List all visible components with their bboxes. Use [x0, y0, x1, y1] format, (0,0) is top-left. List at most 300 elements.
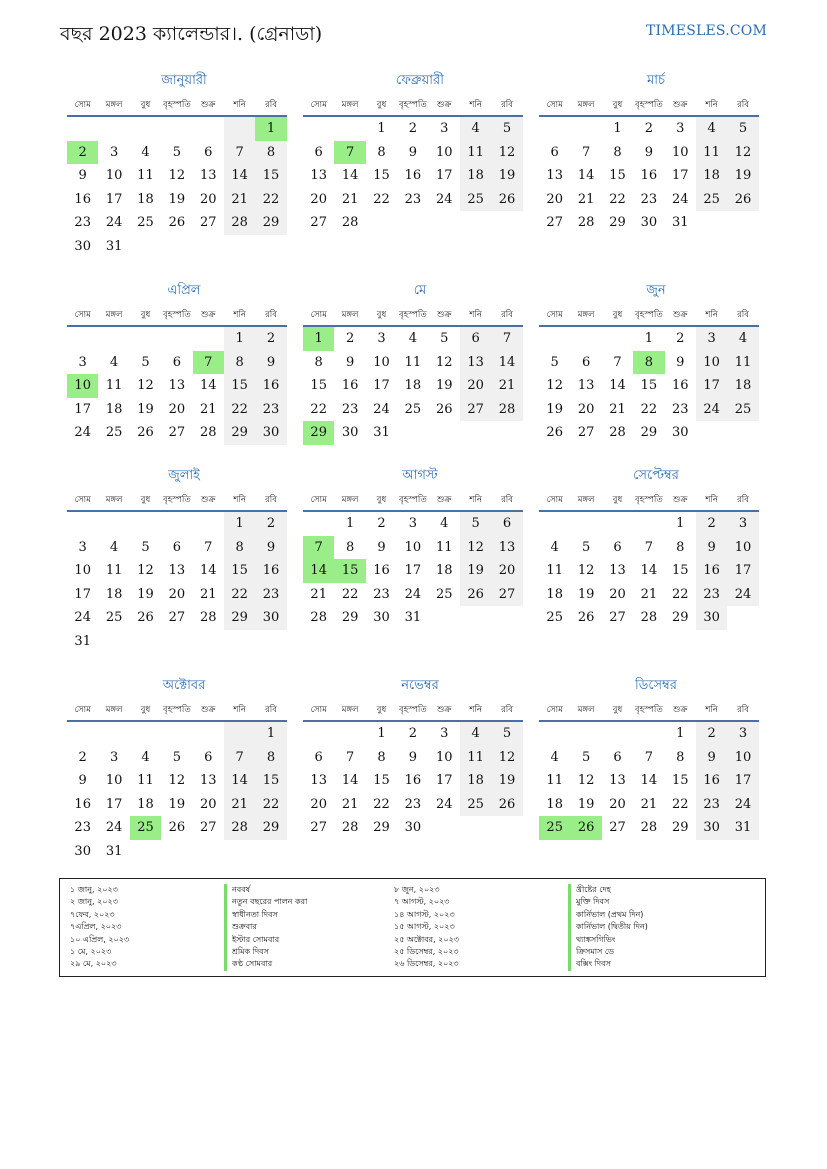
- day-cell: 8: [345, 539, 355, 555]
- weekday-label: বৃহস্পতি: [398, 100, 427, 110]
- day-cell: 25: [105, 610, 123, 626]
- day-cell: 23: [373, 586, 390, 602]
- day-cell: 6: [172, 539, 181, 555]
- day-cell: 19: [491, 769, 522, 793]
- empty-cell: [67, 117, 98, 141]
- day-cell: 2: [67, 141, 98, 165]
- day-cell: 10: [435, 144, 453, 160]
- weekday-label: মঙ্গল: [577, 310, 595, 320]
- day-cell: 29: [640, 425, 658, 441]
- day-cell: 3: [727, 722, 758, 746]
- day-cell: 23: [696, 793, 727, 817]
- empty-cell: [161, 512, 192, 536]
- day-cell: 23: [74, 215, 91, 231]
- empty-cell: [193, 722, 224, 746]
- day-cell: 21: [640, 796, 658, 812]
- empty-cell: [193, 840, 224, 864]
- weekday-header: [67, 95, 287, 117]
- empty-cell: [570, 512, 601, 536]
- legend-names-col-2: [568, 884, 648, 971]
- empty-cell: [161, 327, 192, 351]
- day-cell: 13: [460, 351, 491, 375]
- day-cell: 27: [609, 820, 626, 836]
- month-name: ফেব্রুয়ারী: [396, 73, 444, 88]
- empty-cell: [460, 421, 491, 445]
- day-grid: [303, 722, 523, 840]
- weekday-label: বৃহস্পতি: [634, 310, 663, 320]
- day-cell: 3: [78, 539, 87, 555]
- day-cell: 28: [310, 610, 327, 626]
- weekday-label: বুধ: [612, 310, 623, 320]
- day-cell: 4: [109, 354, 119, 370]
- weekday-label: শুক্র: [673, 705, 688, 715]
- weekday-label: বুধ: [140, 100, 151, 110]
- weekday-label: শনি: [705, 495, 718, 505]
- day-cell: 27: [199, 820, 217, 836]
- weekday-label: বুধ: [140, 705, 151, 715]
- day-cell: 17: [696, 374, 727, 398]
- day-cell: 18: [696, 164, 727, 188]
- weekday-label: বৃহস্পতি: [634, 495, 663, 505]
- day-cell: 1: [255, 722, 286, 746]
- day-cell: 26: [460, 583, 491, 607]
- day-cell: 28: [577, 215, 595, 231]
- weekday-header: [539, 700, 759, 722]
- day-cell: 30: [255, 606, 286, 630]
- empty-cell: [255, 840, 286, 864]
- day-cell: 27: [460, 398, 491, 422]
- month-block: [67, 676, 287, 864]
- day-cell: 27: [609, 610, 626, 626]
- day-cell: 24: [74, 425, 91, 441]
- day-cell: 8: [676, 539, 685, 555]
- day-cell: 8: [255, 746, 286, 770]
- weekday-label: রবি: [737, 310, 749, 320]
- month-name: ডিসেম্বর: [635, 678, 677, 693]
- legend-entry: শ্রমিক দিবস: [224, 946, 307, 958]
- day-cell: 8: [377, 144, 386, 160]
- day-cell: 25: [137, 215, 154, 231]
- day-cell: 30: [671, 425, 689, 441]
- day-cell: 13: [168, 378, 186, 394]
- day-cell: 21: [310, 586, 327, 602]
- empty-cell: [602, 722, 633, 746]
- day-cell: 3: [109, 749, 119, 765]
- day-cell: 26: [727, 188, 758, 212]
- day-cell: 19: [137, 586, 154, 602]
- day-cell: 27: [310, 215, 327, 231]
- weekday-label: রবি: [737, 100, 749, 110]
- day-cell: 19: [577, 796, 595, 812]
- weekday-label: রবি: [501, 705, 513, 715]
- day-cell: 12: [727, 141, 758, 165]
- day-cell: 24: [105, 215, 123, 231]
- day-cell: 29: [255, 816, 286, 840]
- day-cell: 24: [727, 793, 758, 817]
- day-cell: 28: [491, 398, 522, 422]
- month-block: [303, 281, 523, 445]
- day-cell: 3: [109, 144, 119, 160]
- day-cell: 8: [377, 749, 386, 765]
- day-cell: 16: [373, 563, 390, 579]
- day-cell: 24: [671, 191, 689, 207]
- day-cell: 10: [67, 374, 98, 398]
- day-cell: 28: [224, 816, 255, 840]
- day-cell: 17: [727, 769, 758, 793]
- day-cell: 6: [613, 749, 622, 765]
- empty-cell: [539, 117, 570, 141]
- weekday-label: রবি: [265, 100, 277, 110]
- legend-entry: ২ জানু, ২০২৩: [70, 897, 118, 907]
- day-cell: 12: [137, 563, 154, 579]
- day-cell: 5: [727, 117, 758, 141]
- weekday-label: বৃহস্পতি: [398, 705, 427, 715]
- weekday-label: শনি: [469, 495, 482, 505]
- legend-entry: ১ জানু, ২০২৩: [70, 885, 118, 894]
- holiday-legend: [59, 878, 766, 977]
- day-cell: 9: [78, 168, 87, 184]
- day-cell: 6: [314, 144, 323, 160]
- legend-entry: কার্নিভাল (দ্বিতীয় দিন): [568, 921, 648, 933]
- day-cell: 14: [491, 351, 522, 375]
- empty-cell: [255, 630, 286, 654]
- day-cell: 21: [224, 188, 255, 212]
- day-cell: 5: [581, 539, 591, 555]
- day-cell: 27: [199, 215, 217, 231]
- month-block: [539, 676, 759, 840]
- day-cell: 17: [727, 559, 758, 583]
- empty-cell: [397, 211, 428, 235]
- empty-cell: [727, 211, 758, 235]
- day-cell: 2: [377, 516, 386, 531]
- day-cell: 25: [696, 188, 727, 212]
- day-cell: 22: [373, 191, 390, 207]
- day-cell: 12: [460, 536, 491, 560]
- weekday-label: বৃহস্পতি: [634, 100, 663, 110]
- day-cell: 27: [168, 425, 186, 441]
- empty-cell: [696, 421, 727, 445]
- day-cell: 13: [168, 563, 186, 579]
- legend-entry: ৭ আগস্ট, ২০২৩: [394, 897, 450, 907]
- day-cell: 15: [255, 164, 286, 188]
- empty-cell: [303, 722, 334, 746]
- day-cell: 9: [696, 746, 727, 770]
- day-cell: 6: [460, 327, 491, 351]
- day-cell: 16: [74, 796, 91, 812]
- day-cell: 28: [199, 425, 217, 441]
- day-cell: 6: [314, 749, 323, 765]
- empty-cell: [224, 630, 255, 654]
- empty-cell: [224, 117, 255, 141]
- legend-entry: ১০ এপ্রিল, ২০২৩: [70, 934, 130, 944]
- weekday-header: [539, 490, 759, 512]
- day-cell: 15: [373, 168, 390, 184]
- day-cell: 16: [696, 769, 727, 793]
- day-cell: 7: [581, 144, 591, 160]
- legend-dates-col-1: [70, 884, 129, 971]
- day-cell: 22: [373, 796, 390, 812]
- empty-cell: [429, 816, 460, 840]
- day-cell: 20: [609, 586, 626, 602]
- weekday-label: শুক্র: [437, 705, 452, 715]
- legend-entry: ১ মে, ২০২৩: [70, 947, 112, 957]
- day-cell: 7: [334, 141, 365, 165]
- weekday-label: সোম: [74, 495, 91, 505]
- day-cell: 15: [671, 563, 689, 579]
- weekday-label: সোম: [74, 705, 91, 715]
- empty-cell: [161, 840, 192, 864]
- day-cell: 1: [377, 726, 386, 741]
- month-name: মে: [413, 283, 427, 298]
- day-cell: 13: [546, 168, 563, 184]
- day-cell: 31: [105, 843, 123, 859]
- weekday-label: বৃহস্পতি: [634, 705, 663, 715]
- day-cell: 28: [199, 610, 217, 626]
- day-cell: 10: [373, 354, 390, 370]
- month-name: জানুয়ারী: [161, 73, 207, 88]
- day-cell: 24: [435, 191, 453, 207]
- day-cell: 11: [696, 141, 727, 165]
- day-cell: 2: [644, 121, 653, 136]
- weekday-header: [67, 305, 287, 327]
- day-cell: 11: [460, 141, 491, 165]
- day-cell: 27: [577, 425, 595, 441]
- day-cell: 4: [440, 516, 449, 531]
- month-name: সেপ্টেম্বর: [633, 468, 679, 483]
- day-cell: 9: [255, 536, 286, 560]
- empty-cell: [67, 327, 98, 351]
- weekday-label: রবি: [265, 705, 277, 715]
- day-cell: 11: [460, 746, 491, 770]
- day-cell: 23: [640, 191, 658, 207]
- empty-cell: [224, 722, 255, 746]
- weekday-label: শুক্র: [437, 495, 452, 505]
- month-block: [67, 71, 287, 259]
- weekday-header: [303, 95, 523, 117]
- day-cell: 12: [137, 378, 154, 394]
- empty-cell: [491, 606, 522, 630]
- day-cell: 14: [640, 563, 658, 579]
- day-cell: 6: [550, 144, 559, 160]
- legend-entry: ৭এপ্রিল, ২০২৩: [70, 922, 122, 932]
- day-cell: 17: [74, 401, 91, 417]
- day-cell: 26: [577, 610, 595, 626]
- day-cell: 17: [404, 563, 422, 579]
- day-cell: 19: [435, 378, 453, 394]
- weekday-label: মঙ্গল: [105, 705, 123, 715]
- weekday-label: মঙ্গল: [577, 705, 595, 715]
- month-block: [303, 676, 523, 840]
- weekday-label: মঙ্গল: [105, 495, 123, 505]
- weekday-label: বুধ: [376, 495, 387, 505]
- day-cell: 21: [640, 586, 658, 602]
- day-cell: 22: [224, 398, 255, 422]
- day-cell: 30: [74, 238, 91, 254]
- legend-entry: নববর্ষ: [224, 884, 307, 896]
- day-cell: 25: [435, 586, 453, 602]
- day-cell: 19: [460, 559, 491, 583]
- day-cell: 12: [435, 354, 453, 370]
- day-cell: 22: [671, 796, 689, 812]
- day-cell: 16: [404, 168, 422, 184]
- day-cell: 5: [581, 749, 591, 765]
- day-cell: 18: [137, 191, 154, 207]
- day-cell: 17: [373, 378, 390, 394]
- weekday-label: শনি: [233, 495, 246, 505]
- day-cell: 14: [224, 769, 255, 793]
- day-cell: 21: [577, 191, 595, 207]
- day-cell: 12: [577, 563, 595, 579]
- day-cell: 11: [105, 378, 123, 394]
- day-cell: 29: [671, 610, 689, 626]
- weekday-label: রবি: [501, 495, 513, 505]
- empty-cell: [161, 630, 192, 654]
- empty-cell: [633, 512, 664, 536]
- day-cell: 8: [633, 351, 664, 375]
- day-cell: 23: [671, 401, 689, 417]
- day-cell: 27: [546, 215, 563, 231]
- weekday-label: বুধ: [376, 310, 387, 320]
- legend-entry: নতুন বছরের পালন করা: [224, 896, 307, 908]
- day-cell: 24: [435, 796, 453, 812]
- day-cell: 6: [172, 354, 181, 370]
- day-cell: 9: [345, 354, 355, 370]
- day-cell: 5: [491, 722, 522, 746]
- day-cell: 5: [460, 512, 491, 536]
- day-cell: 5: [141, 539, 150, 555]
- day-cell: 13: [609, 773, 626, 789]
- weekday-label: বুধ: [376, 100, 387, 110]
- day-cell: 3: [440, 726, 449, 741]
- day-cell: 4: [550, 539, 559, 555]
- day-cell: 14: [609, 378, 626, 394]
- day-cell: 22: [341, 586, 359, 602]
- day-cell: 12: [491, 746, 522, 770]
- empty-cell: [161, 235, 192, 259]
- empty-cell: [602, 512, 633, 536]
- day-grid: [539, 117, 759, 235]
- day-cell: 20: [310, 191, 327, 207]
- day-grid: [303, 327, 523, 445]
- day-cell: 29: [303, 421, 334, 445]
- day-cell: 16: [341, 378, 359, 394]
- day-cell: 30: [404, 820, 422, 836]
- day-cell: 19: [137, 401, 154, 417]
- day-cell: 9: [377, 539, 386, 555]
- empty-cell: [130, 512, 161, 536]
- day-cell: 25: [460, 793, 491, 817]
- day-cell: 19: [168, 796, 186, 812]
- day-cell: 7: [491, 327, 522, 351]
- empty-cell: [130, 630, 161, 654]
- weekday-label: সোম: [74, 100, 91, 110]
- day-cell: 31: [727, 816, 758, 840]
- day-cell: 26: [491, 793, 522, 817]
- day-cell: 18: [546, 586, 563, 602]
- weekday-header: [539, 305, 759, 327]
- day-cell: 15: [640, 378, 658, 394]
- weekday-header: [303, 490, 523, 512]
- day-cell: 20: [577, 401, 595, 417]
- day-cell: 30: [255, 421, 286, 445]
- day-cell: 4: [460, 117, 491, 141]
- day-cell: 2: [255, 512, 286, 536]
- day-cell: 1: [224, 327, 255, 351]
- day-cell: 5: [550, 354, 559, 370]
- day-cell: 1: [644, 331, 653, 346]
- empty-cell: [539, 512, 570, 536]
- day-cell: 30: [74, 843, 91, 859]
- day-cell: 15: [255, 769, 286, 793]
- empty-cell: [130, 117, 161, 141]
- day-cell: 10: [404, 539, 422, 555]
- day-cell: 18: [105, 401, 123, 417]
- day-cell: 21: [609, 401, 626, 417]
- day-cell: 17: [74, 586, 91, 602]
- day-cell: 14: [341, 168, 359, 184]
- day-cell: 30: [696, 606, 727, 630]
- legend-entry: ক্রিসমাস ডে: [568, 946, 648, 958]
- month-block: [539, 281, 759, 445]
- day-cell: 4: [727, 327, 758, 351]
- empty-cell: [602, 327, 633, 351]
- day-cell: 9: [78, 773, 87, 789]
- day-cell: 14: [224, 164, 255, 188]
- weekday-label: রবি: [737, 495, 749, 505]
- day-cell: 23: [404, 191, 422, 207]
- empty-cell: [98, 722, 129, 746]
- day-cell: 16: [255, 374, 286, 398]
- day-cell: 16: [671, 378, 689, 394]
- weekday-label: মঙ্গল: [341, 310, 359, 320]
- legend-entry: ১৪ আগস্ট, ২০২৩: [394, 909, 455, 919]
- legend-entry: কার্নিভাল (প্রথম দিন): [568, 909, 648, 921]
- day-cell: 10: [105, 168, 123, 184]
- day-cell: 10: [74, 563, 91, 579]
- month-block: [67, 281, 287, 445]
- day-cell: 16: [404, 773, 422, 789]
- day-cell: 7: [345, 749, 355, 765]
- day-cell: 1: [676, 516, 685, 531]
- day-cell: 28: [224, 211, 255, 235]
- day-cell: 25: [404, 401, 422, 417]
- day-cell: 2: [696, 722, 727, 746]
- day-cell: 27: [491, 583, 522, 607]
- day-cell: 20: [546, 191, 563, 207]
- day-cell: 11: [727, 351, 758, 375]
- day-cell: 8: [676, 749, 685, 765]
- day-cell: 15: [373, 773, 390, 789]
- day-cell: 6: [204, 144, 213, 160]
- day-cell: 11: [105, 563, 123, 579]
- day-cell: 23: [255, 583, 286, 607]
- day-cell: 18: [727, 374, 758, 398]
- empty-cell: [397, 421, 428, 445]
- empty-cell: [98, 512, 129, 536]
- day-cell: 19: [577, 586, 595, 602]
- day-cell: 1: [255, 117, 286, 141]
- site-link[interactable]: TIMESLES.COM: [646, 23, 767, 39]
- day-cell: 31: [671, 215, 689, 231]
- legend-entry: ২৫ অক্টোবর, ২০২৩: [394, 934, 459, 944]
- day-cell: 12: [546, 378, 563, 394]
- day-cell: 22: [310, 401, 327, 417]
- day-cell: 13: [310, 773, 327, 789]
- day-grid: [539, 722, 759, 840]
- day-cell: 20: [491, 559, 522, 583]
- day-cell: 26: [137, 425, 154, 441]
- day-cell: 10: [727, 536, 758, 560]
